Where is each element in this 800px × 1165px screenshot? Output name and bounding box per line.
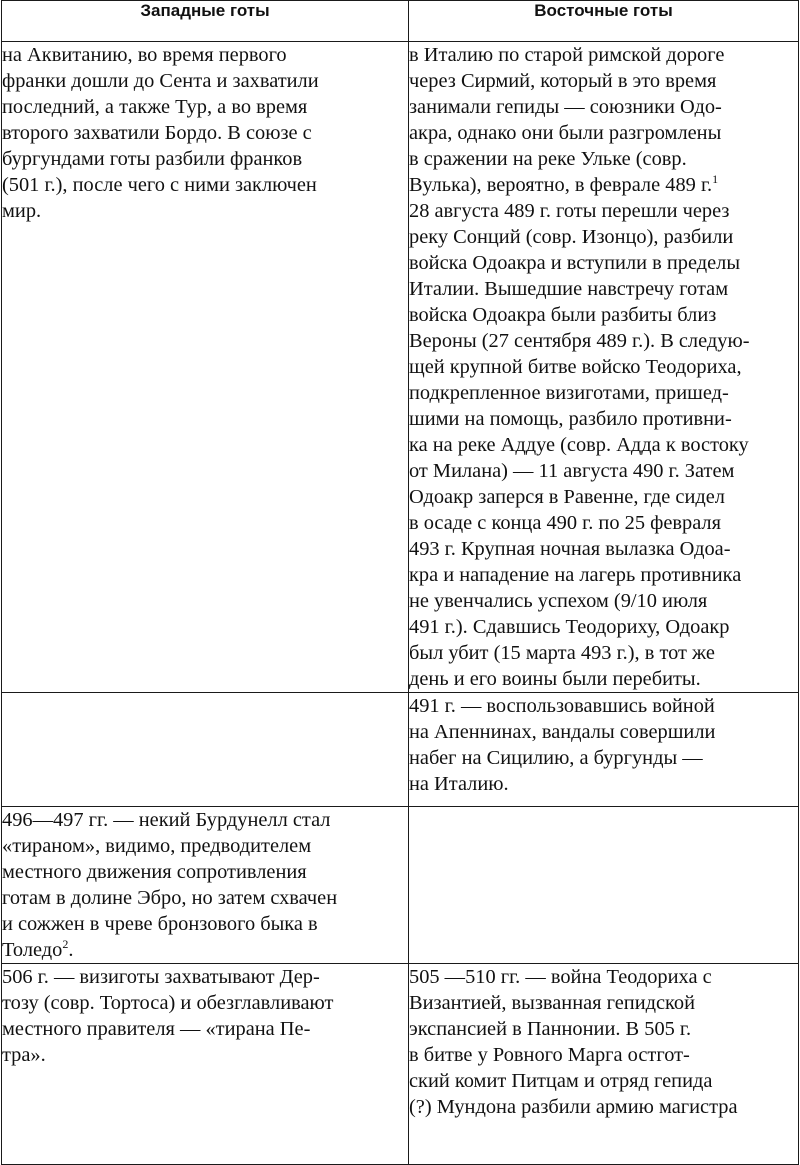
- column-header-western-goths: Западные готы: [2, 1, 409, 42]
- western-goths-cell: [2, 807, 409, 964]
- text-line: бургундами готы разбили франков: [2, 148, 303, 170]
- text-line: набег на Сицилию, а бургунды —: [409, 747, 703, 769]
- text-line: занимали гепиды — союзники Одо-: [409, 96, 722, 118]
- text-line: 496—497 гг. — некий Бурдунелл стал: [2, 809, 331, 831]
- text-line: франки дошли до Сента и захватили: [2, 70, 319, 92]
- column-header-eastern-goths: Восточные готы: [409, 1, 799, 42]
- text-line: тозу (совр. Тортоса) и обезглавливают: [2, 992, 334, 1014]
- text-line: 493 г. Крупная ночная вылазка Одоа-: [409, 538, 731, 560]
- text-line: ский комит Питцам и отряд гепида: [409, 1070, 713, 1092]
- eastern-goths-cell: [409, 693, 799, 807]
- chronology-table: [1, 0, 799, 1165]
- text-line: щей крупной битве войско Теодориха,: [409, 356, 742, 378]
- footnote-marker[interactable]: 2: [62, 937, 69, 952]
- text-line: 491 г.). Сдавшись Теодориху, Одоакр: [409, 616, 730, 638]
- text-line: и сожжен в чреве бронзового быка в: [2, 913, 318, 935]
- table-row: [2, 693, 799, 807]
- western-goths-cell: [2, 42, 409, 693]
- header-row: [2, 1, 799, 42]
- text-line: экспансией в Паннонии. В 505 г.: [409, 1018, 692, 1040]
- text-line: (501 г.), после чего с ними заключен: [2, 174, 317, 196]
- text-line: в Италию по старой римской дороге: [409, 44, 725, 66]
- text-line: на Италию.: [409, 773, 509, 795]
- text-line: Италии. Вышедшие навстречу готам: [409, 278, 729, 300]
- text-line: на Аквитанию, во время первого: [2, 44, 287, 66]
- text-line: войска Одоакра были разбиты близ: [409, 304, 717, 326]
- text-line: был убит (15 марта 493 г.), в тот же: [409, 642, 715, 664]
- footnote-marker[interactable]: 1: [712, 172, 719, 187]
- text-line: 505 —510 гг. — война Теодориха с: [409, 966, 712, 988]
- text-line: акра, однако они были разгромлены: [409, 122, 722, 144]
- line-tail: .: [68, 939, 74, 961]
- eastern-goths-cell: [409, 42, 799, 693]
- western-goths-cell-empty: [2, 693, 409, 807]
- text-line: Одоакр заперся в Равенне, где сидел: [409, 486, 725, 508]
- text-line: мир.: [2, 200, 42, 222]
- table-row: [2, 964, 799, 1165]
- text-line: реку Сонций (совр. Изонцо), разбили: [409, 226, 734, 248]
- text-line: подкрепленное визиготами, пришед-: [409, 382, 729, 404]
- text-line: второго захватили Бордо. В союзе с: [2, 122, 312, 144]
- text-line: на Апеннинах, вандалы совершили: [409, 721, 716, 743]
- text-line: 28 августа 489 г. готы перешли через: [409, 200, 730, 222]
- text-line: ка на реке Аддуе (совр. Адда к востоку: [409, 434, 749, 456]
- text-line: не увенчались успехом (9/10 июля: [409, 590, 708, 612]
- table-row: [2, 807, 799, 964]
- text-line: в битве у Ровного Марга остгот-: [409, 1044, 690, 1066]
- text-line: местного правителя — «тирана Пе-: [2, 1018, 311, 1040]
- text-line-with-footnote: [2, 937, 408, 963]
- text-line: местного движения сопротивления: [2, 861, 307, 883]
- text-line: шими на помощь, разбило противни-: [409, 408, 732, 430]
- western-goths-cell: [2, 964, 409, 1165]
- text-line: последний, а также Тур, а во время: [2, 96, 308, 118]
- text-line: через Сирмий, который в это время: [409, 70, 717, 92]
- text-line: «тираном», видимо, предводителем: [2, 835, 312, 857]
- text-line: войска Одоакра и вступили в пределы: [409, 252, 741, 274]
- text-line: (?) Мундона разбили армию магистра: [409, 1096, 738, 1118]
- text-line: готам в долине Эбро, но затем схвачен: [2, 887, 338, 909]
- text-line: от Милана) — 11 августа 490 г. Затем: [409, 460, 735, 482]
- text-line: в сражении на реке Ульке (совр.: [409, 148, 687, 170]
- eastern-goths-cell-empty: [409, 807, 799, 964]
- line-text: Толедо: [2, 939, 63, 961]
- eastern-goths-cell: [409, 964, 799, 1165]
- text-line: кра и нападение на лагерь противника: [409, 564, 742, 586]
- text-line: день и его воины были перебиты.: [409, 668, 701, 690]
- text-line: в осаде с конца 490 г. по 25 февраля: [409, 512, 721, 534]
- text-line: 491 г. — воспользовавшись войной: [409, 695, 715, 717]
- text-line: Вероны (27 сентября 489 г.). В следую-: [409, 330, 750, 352]
- table-row: [2, 42, 799, 693]
- text-line: 506 г. — визиготы захватывают Дер-: [2, 966, 320, 988]
- line-text: Вулька), вероятно, в феврале 489 г.: [409, 174, 713, 196]
- text-line: тра».: [2, 1044, 46, 1066]
- text-line-with-footnote: [409, 172, 798, 198]
- text-line: Византией, вызванная гепидской: [409, 992, 696, 1014]
